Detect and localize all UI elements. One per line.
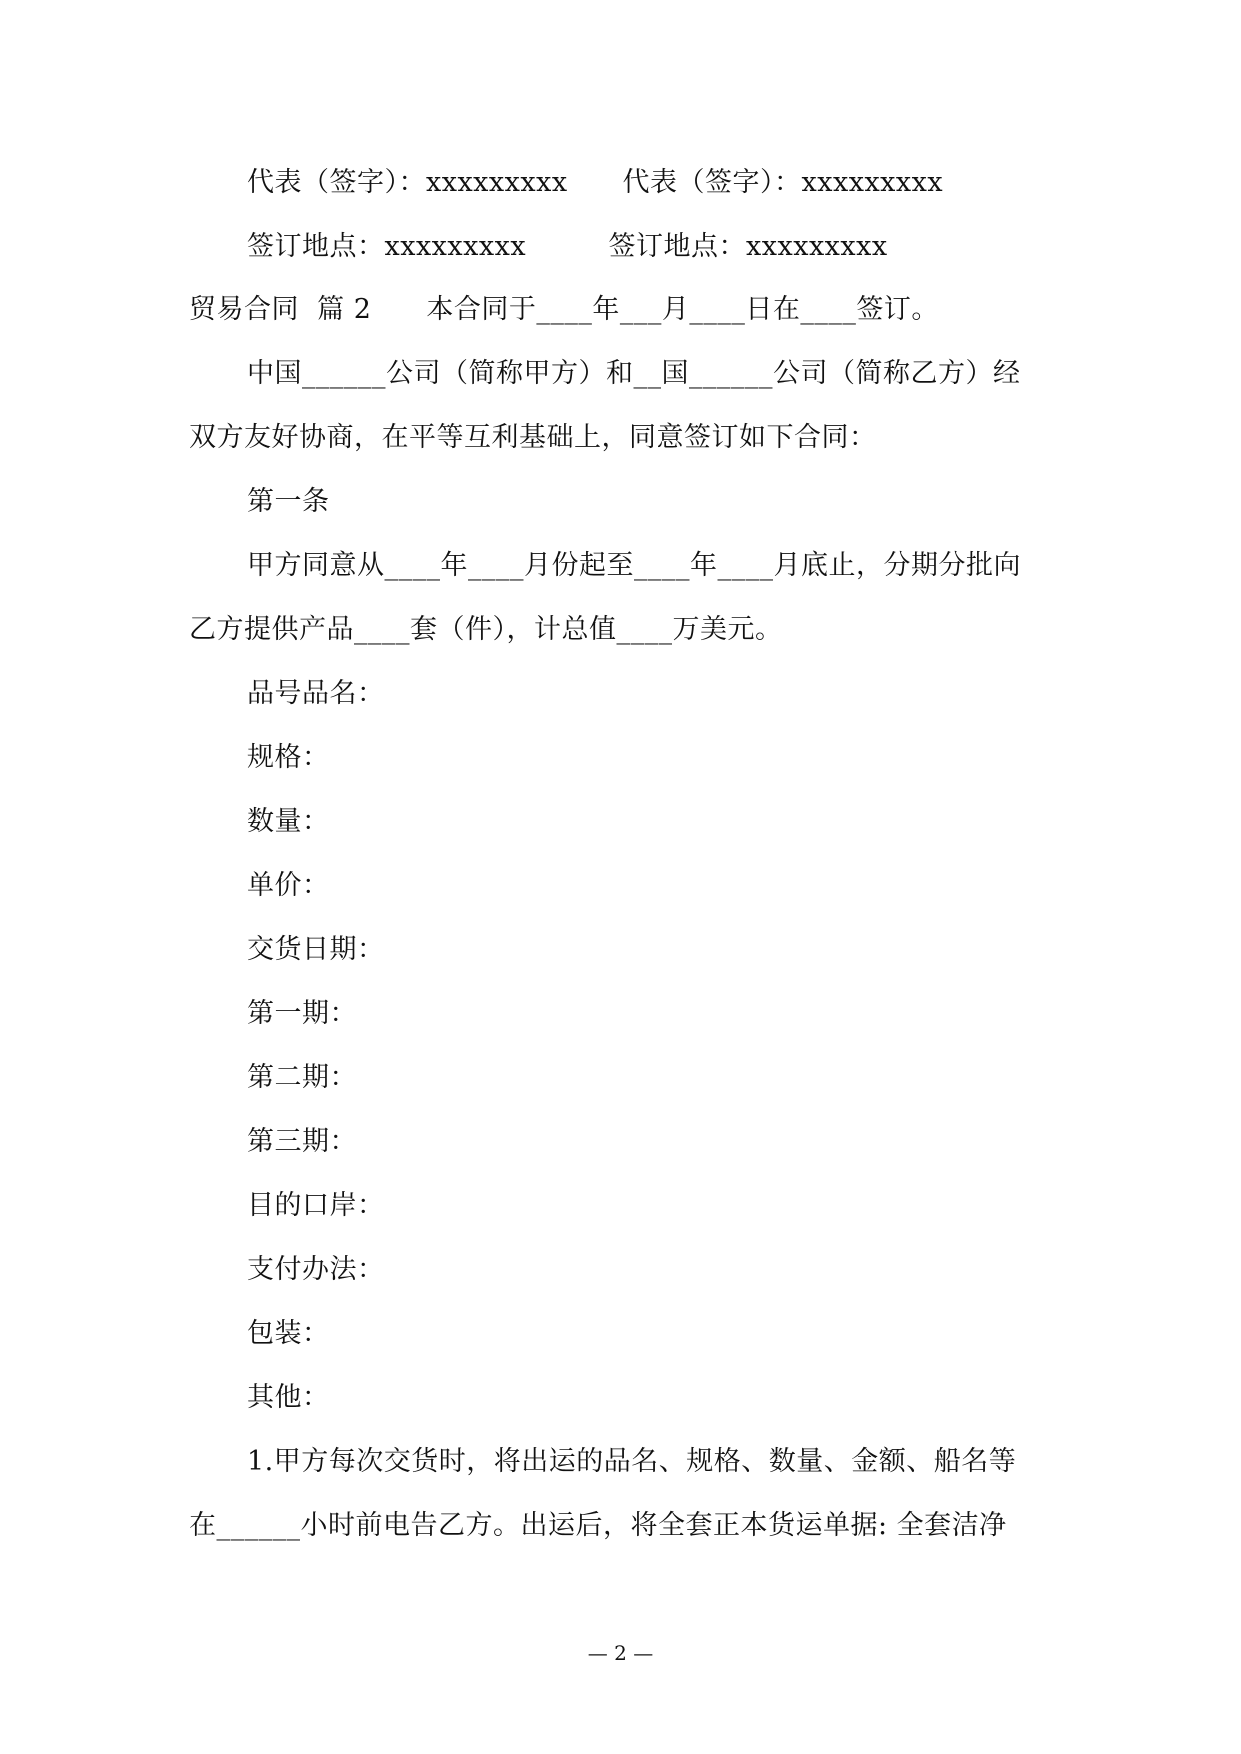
article-one-line-1: 甲方同意从____年____月份起至____年____月底止，分期分批向	[247, 550, 1021, 581]
field-payment-method: 支付办法：	[247, 1254, 385, 1285]
field-phase-one: 第一期：	[247, 998, 357, 1029]
field-other: 其他：	[247, 1382, 330, 1413]
field-delivery-date: 交货日期：	[247, 934, 385, 965]
signature-representatives-line: 代表（签字）：xxxxxxxxx 代表（签字）：xxxxxxxxx	[247, 167, 944, 198]
parties-paragraph-line-1: 中国______公司（简称甲方）和__国______公司（简称乙方）经	[247, 358, 1021, 389]
field-product-name: 品号品名：	[247, 678, 385, 709]
field-phase-two: 第二期：	[247, 1062, 357, 1093]
signing-place-line: 签订地点：xxxxxxxxx 签订地点：xxxxxxxxx	[247, 231, 888, 262]
parties-paragraph-line-2: 双方友好协商，在平等互利基础上，同意签订如下合同：	[189, 422, 877, 453]
clause-one-line-2: 在______小时前电告乙方。出运后，将全套正本货运单据: 全套洁净	[189, 1510, 1007, 1541]
field-quantity: 数量：	[247, 806, 330, 837]
field-packaging: 包装：	[247, 1318, 330, 1349]
contract-heading-line: 贸易合同 篇 2 本合同于____年___月____日在____签订。	[189, 294, 939, 325]
field-specification: 规格：	[247, 742, 330, 773]
field-unit-price: 单价：	[247, 870, 330, 901]
page-number: — 2 —	[587, 1641, 654, 1665]
field-phase-three: 第三期：	[247, 1126, 357, 1157]
field-destination-port: 目的口岸：	[247, 1190, 385, 1221]
article-one-line-2: 乙方提供产品____套（件），计总值____万美元。	[189, 614, 783, 645]
article-one-heading: 第一条	[247, 486, 330, 517]
clause-one-line-1: 1.甲方每次交货时，将出运的品名、规格、数量、金额、船名等	[247, 1446, 1017, 1477]
